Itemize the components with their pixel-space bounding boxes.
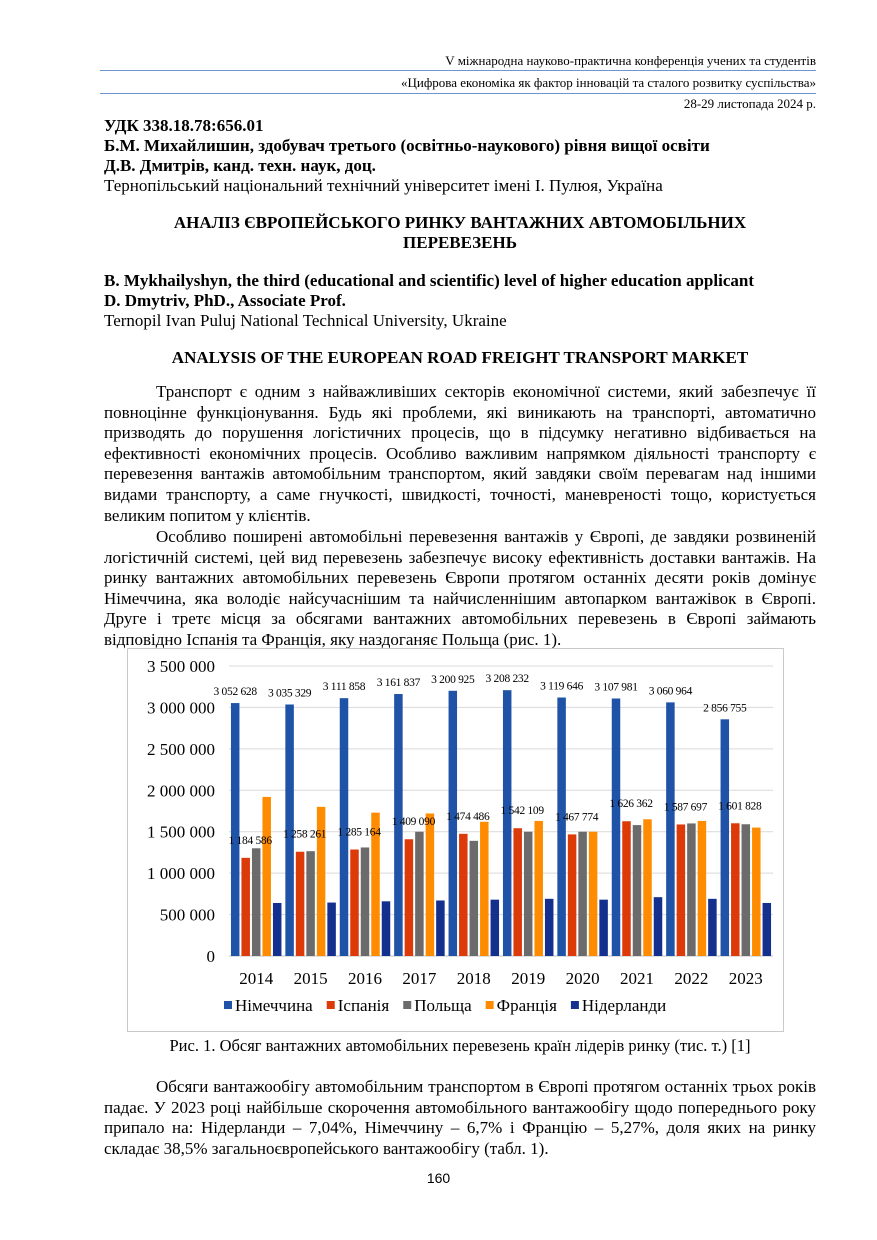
bar-Німеччина — [231, 703, 240, 956]
bar-Нідерланди — [654, 897, 663, 956]
bar-Польща — [742, 824, 751, 956]
legend-swatch — [224, 1001, 232, 1009]
data-label: 3 052 628 — [213, 686, 257, 699]
y-tick-label: 3 000 000 — [147, 698, 215, 718]
x-tick-label: 2020 — [565, 969, 600, 988]
conference-dates: 28-29 листопада 2024 р. — [683, 96, 816, 111]
bar-Іспанія — [568, 834, 577, 956]
legend-swatch — [327, 1001, 335, 1009]
data-label: 1 285 164 — [337, 826, 381, 839]
legend-label: Нідерланди — [581, 996, 667, 1015]
y-tick-label: 1 500 000 — [147, 822, 215, 842]
legend-swatch — [403, 1001, 411, 1009]
bar-Нідерланди — [491, 900, 500, 956]
paper-title-ua-line-2: ПЕРЕВЕЗЕНЬ — [403, 233, 517, 252]
data-label: 1 626 362 — [609, 798, 653, 811]
bar-Нідерланди — [545, 899, 554, 956]
author-ua-1: Б.М. Михайлишин, здобувач третього (освітньо-наукового) рівня вищої освіти — [104, 136, 710, 155]
data-label: 3 161 837 — [376, 677, 421, 690]
data-label: 3 060 964 — [648, 685, 693, 698]
bar-Німеччина — [666, 702, 675, 956]
y-tick-label: 3 500 000 — [147, 657, 215, 676]
paper-title-ua — [104, 213, 816, 253]
x-tick-label: 2014 — [239, 969, 274, 988]
bar-Польща — [415, 832, 424, 956]
legend-label: Польща — [414, 996, 472, 1015]
bar-Іспанія — [350, 850, 359, 956]
bar-Польща — [633, 825, 642, 956]
paragraph-3 — [104, 1077, 816, 1159]
data-label: 1 467 774 — [554, 811, 599, 824]
bar-Франція — [698, 821, 707, 956]
y-tick-label: 0 — [206, 947, 215, 966]
bar-Іспанія — [296, 852, 305, 956]
legend-swatch — [486, 1001, 494, 1009]
bar-Франція — [589, 832, 598, 956]
data-label: 1 601 828 — [718, 800, 762, 813]
bar-Німеччина — [721, 719, 730, 956]
x-tick-label: 2019 — [511, 969, 546, 988]
bar-Іспанія — [405, 839, 414, 956]
y-tick-label: 500 000 — [159, 905, 215, 925]
data-label: 3 119 646 — [540, 680, 584, 693]
data-label: 1 542 109 — [500, 805, 544, 818]
data-label: 1 258 261 — [282, 828, 327, 841]
bar-Нідерланди — [327, 903, 336, 956]
x-tick-label: 2023 — [728, 969, 763, 988]
bar-Польща — [470, 841, 479, 956]
y-tick-label: 1 000 000 — [147, 864, 215, 884]
x-tick-label: 2017 — [402, 969, 437, 988]
affiliation-en: Ternopil Ivan Puluj National Technical University, Ukraine — [104, 311, 507, 330]
author-ua-2: Д.В. Дмитрів, канд. техн. наук, доц. — [104, 156, 376, 175]
bar-Іспанія — [677, 824, 686, 956]
bar-Німеччина — [503, 690, 512, 956]
paper-title-en: ANALYSIS OF THE EUROPEAN ROAD FREIGHT TRANSPORT MARKET — [171, 348, 749, 367]
data-label: 1 474 486 — [446, 810, 490, 823]
data-label: 3 111 858 — [322, 681, 366, 694]
data-label: 3 035 329 — [267, 687, 312, 700]
legend-label: Німеччина — [235, 996, 313, 1015]
bar-Франція — [752, 828, 761, 956]
bar-Іспанія — [731, 823, 740, 956]
bar-Німеччина — [612, 698, 621, 956]
data-label: 2 856 755 — [703, 702, 747, 715]
conference-theme: «Цифрова економіка як фактор інновацій та сталого розвитку суспільства» — [401, 75, 816, 90]
paragraph-2-text: Особливо поширені автомобільні перевезення вантажів у Європі, де завдяки розвиненій логістичній системі, цей вид перевезень забезпечує високу ефективність доставки вантажів. На ринку вантажних автомобільних перевезень Європи протягом останніх десяти років домінує Німеччина, яка володіє найсучаснішим та найчисленнішим автопарком вантажівок в Європі. Друге і третє місця за обсягами вантажних автомобільних перевезень в Європі займають відповідно Іспанія та Франція, яку наздоганяє Польща (рис. 1). — [104, 527, 816, 649]
conference-name: V міжнародна науково-практична конференція учених та студентів — [445, 53, 816, 68]
page-number: 160 — [426, 1170, 451, 1186]
bar-Нідерланди — [273, 903, 282, 956]
bar-Польща — [361, 847, 370, 956]
paper-title-ua-line-1: АНАЛІЗ ЄВРОПЕЙСЬКОГО РИНКУ ВАНТАЖНИХ АВТОМОБІЛЬНИХ — [173, 213, 747, 232]
data-label: 3 107 981 — [594, 681, 638, 694]
x-tick-label: 2021 — [620, 969, 654, 988]
bar-Іспанія — [622, 821, 631, 956]
paragraph-1-text: Транспорт є одним з найважливіших секторів економічної системи, який забезпечує її повноцінне функціонування. Будь які проблеми, які виникають на транспорті, автоматично призводять до порушення логістичних процесів, що в підсумку негативно відбивається на ефективності економічних процесів. Особливо важливим напрямком діяльності транспорту є перевезення вантажів автомобільним транспортом, який завдяки своїм перевагам над іншими видами транспорту, а саме гнучкості, швидкості, точності, маневреності тощо, користується великим попитом у клієнтів. — [104, 382, 816, 525]
bar-Іспанія — [459, 834, 468, 956]
data-label: 1 409 090 — [391, 816, 436, 829]
header-divider — [100, 93, 816, 94]
y-tick-label: 2 500 000 — [147, 739, 215, 759]
header-divider — [100, 70, 816, 71]
bar-Польща — [306, 851, 315, 956]
y-tick-label: 2 000 000 — [147, 781, 215, 801]
bar-Нідерланди — [763, 903, 772, 956]
bar-Іспанія — [241, 858, 250, 956]
x-tick-label: 2022 — [674, 969, 709, 988]
data-label: 3 200 925 — [431, 673, 475, 686]
paragraph-1 — [104, 382, 816, 526]
paragraph-3-text: Обсяги вантажообігу автомобільним транспортом в Європі протягом останніх трьох років падає. У 2023 році найбільше скорочення автомобільного вантажообігу щодо попереднього року припало на: Нідерланди – 7,04%, Німеччину – 6,7% і Францію – 5,27%, доля яких на ринку складає 38,5% загальноєвропейського вантажообігу (табл. 1). — [104, 1077, 816, 1158]
author-en-2: D. Dmytriv, PhD., Associate Prof. — [104, 291, 346, 310]
legend-label: Іспанія — [337, 996, 390, 1015]
x-tick-label: 2016 — [348, 969, 382, 988]
bar-Польща — [687, 823, 696, 956]
bar-Нідерланди — [436, 900, 445, 956]
chart-frame — [127, 648, 784, 1032]
bar-Франція — [426, 813, 435, 956]
udk-code: УДК 338.18.78:656.01 — [104, 116, 264, 135]
data-label: 1 184 586 — [228, 834, 272, 847]
legend-swatch — [571, 1001, 579, 1009]
paragraph-2 — [104, 527, 816, 651]
bar-chart — [128, 649, 783, 1031]
figure-caption: Рис. 1. Обсяг вантажних автомобільних перевезень країн лідерів ринку (тис. т.) [1] — [169, 1036, 751, 1055]
legend-label: Франція — [496, 996, 557, 1015]
bar-Нідерланди — [599, 900, 608, 956]
x-tick-label: 2015 — [293, 969, 328, 988]
bar-Іспанія — [513, 828, 522, 956]
bar-Німеччина — [557, 698, 566, 956]
bar-Франція — [534, 821, 543, 956]
data-label: 1 587 697 — [663, 801, 708, 814]
affiliation-ua: Тернопільський національний технічний університет імені І. Пулюя, Україна — [104, 176, 663, 195]
bar-Польща — [252, 848, 261, 956]
bar-Польща — [578, 832, 587, 956]
bar-Польща — [524, 832, 533, 956]
bar-Нідерланди — [382, 901, 391, 956]
x-tick-label: 2018 — [456, 969, 491, 988]
bar-Німеччина — [449, 691, 458, 956]
bar-Франція — [643, 819, 652, 956]
bar-Франція — [262, 797, 271, 956]
bar-Франція — [480, 822, 489, 956]
bar-Нідерланди — [708, 899, 717, 956]
data-label: 3 208 232 — [485, 673, 529, 686]
author-en-1: B. Mykhailyshyn, the third (educational and scientific) level of higher education applicant — [104, 271, 754, 290]
